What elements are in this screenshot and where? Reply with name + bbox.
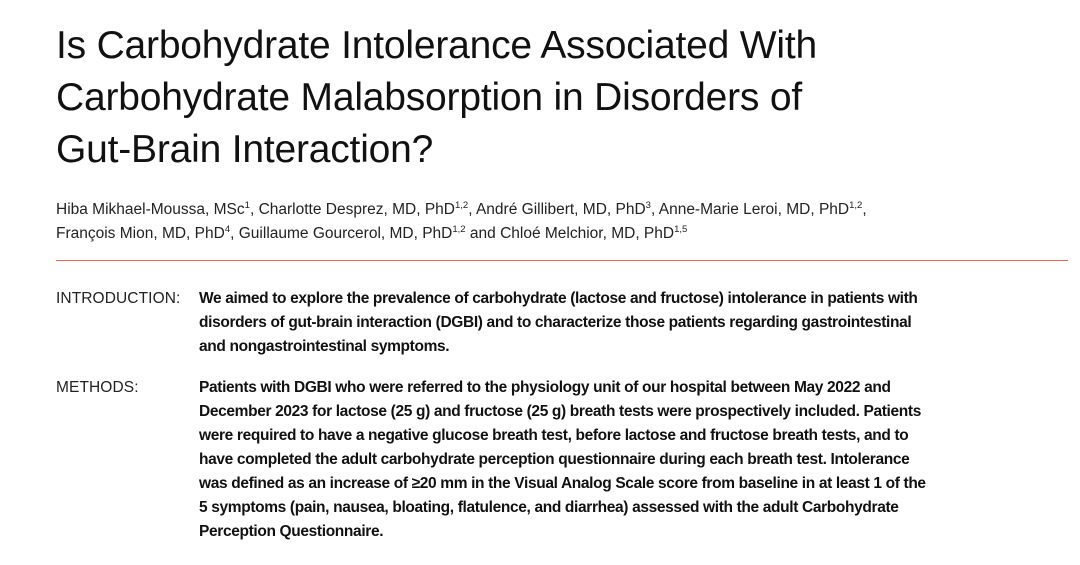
- author-separator: ,: [862, 201, 867, 218]
- body-line: were required to have a negative glucose breath test, before lactose and fructose breath tests, and to: [199, 427, 909, 444]
- section-body: [199, 376, 1069, 544]
- author-affiliation: 1,2: [454, 199, 469, 211]
- body-line: Perception Questionnaire.: [199, 523, 384, 540]
- author-separator: ,: [249, 201, 259, 218]
- body-line: was defined as an increase of ≥20 mm in the Visual Analog Scale score from baseline in at least 1 of the: [199, 475, 926, 492]
- body-line: Patients with DGBI who were referred to the physiology unit of our hospital between May 2022 and: [199, 379, 891, 396]
- author-separator: ,: [650, 201, 659, 218]
- body-line: disorders of gut-brain interaction (DGBI) and to characterize those patients regarding gastrointestinal: [199, 314, 912, 331]
- article-page: [56, 0, 1068, 544]
- author-name: Chloé Melchior, MD, PhD: [500, 225, 675, 242]
- author-separator: and: [465, 225, 501, 242]
- author-affiliation: 1,2: [849, 199, 863, 211]
- author-name: Anne-Marie Leroi, MD, PhD: [658, 201, 850, 218]
- body-line: 5 symptoms (pain, nausea, bloating, flatulence, and diarrhea) assessed with the adult Carbohydrate: [199, 499, 899, 516]
- author-affiliation: 4: [224, 223, 231, 235]
- author-name: André Gillibert, MD, PhD: [475, 201, 646, 218]
- author-affiliation: 1,2: [452, 223, 466, 235]
- author-name: Hiba Mikhael-Moussa, MSc: [56, 201, 245, 218]
- title-line: Is Carbohydrate Intolerance Associated With: [56, 24, 817, 67]
- author-affiliation: 1: [244, 199, 250, 211]
- article-title: [56, 0, 876, 176]
- author-separator: ,: [230, 225, 239, 242]
- abstract-introduction: [56, 287, 1068, 359]
- section-divider: [56, 260, 1068, 261]
- author-list: [56, 198, 1068, 246]
- body-line: and nongastrointestinal symptoms.: [199, 338, 450, 355]
- title-line: Gut-Brain Interaction?: [56, 128, 434, 171]
- body-line: December 2023 for lactose (25 g) and fructose (25 g) breath tests were prospectively included. Patients: [199, 403, 921, 420]
- body-line: have completed the adult carbohydrate perception questionnaire during each breath test. Intolerance: [199, 451, 910, 468]
- author-affiliation: 3: [645, 199, 651, 211]
- section-label: METHODS:: [56, 379, 139, 396]
- section-label: INTRODUCTION:: [56, 290, 181, 307]
- title-line: Carbohydrate Malabsorption in Disorders of: [56, 76, 802, 119]
- author-line: [56, 198, 1068, 222]
- body-line: We aimed to explore the prevalence of carbohydrate (lactose and fructose) intolerance in patients with: [199, 290, 918, 307]
- author-name: François Mion, MD, PhD: [56, 225, 225, 242]
- abstract-methods: [56, 376, 1068, 544]
- section-body: [199, 287, 1069, 359]
- author-affiliation: 1,5: [674, 223, 688, 235]
- author-name: Charlotte Desprez, MD, PhD: [258, 201, 455, 218]
- author-name: Guillaume Gourcerol, MD, PhD: [238, 225, 453, 242]
- author-line: [56, 222, 1068, 246]
- author-separator: ,: [468, 201, 476, 218]
